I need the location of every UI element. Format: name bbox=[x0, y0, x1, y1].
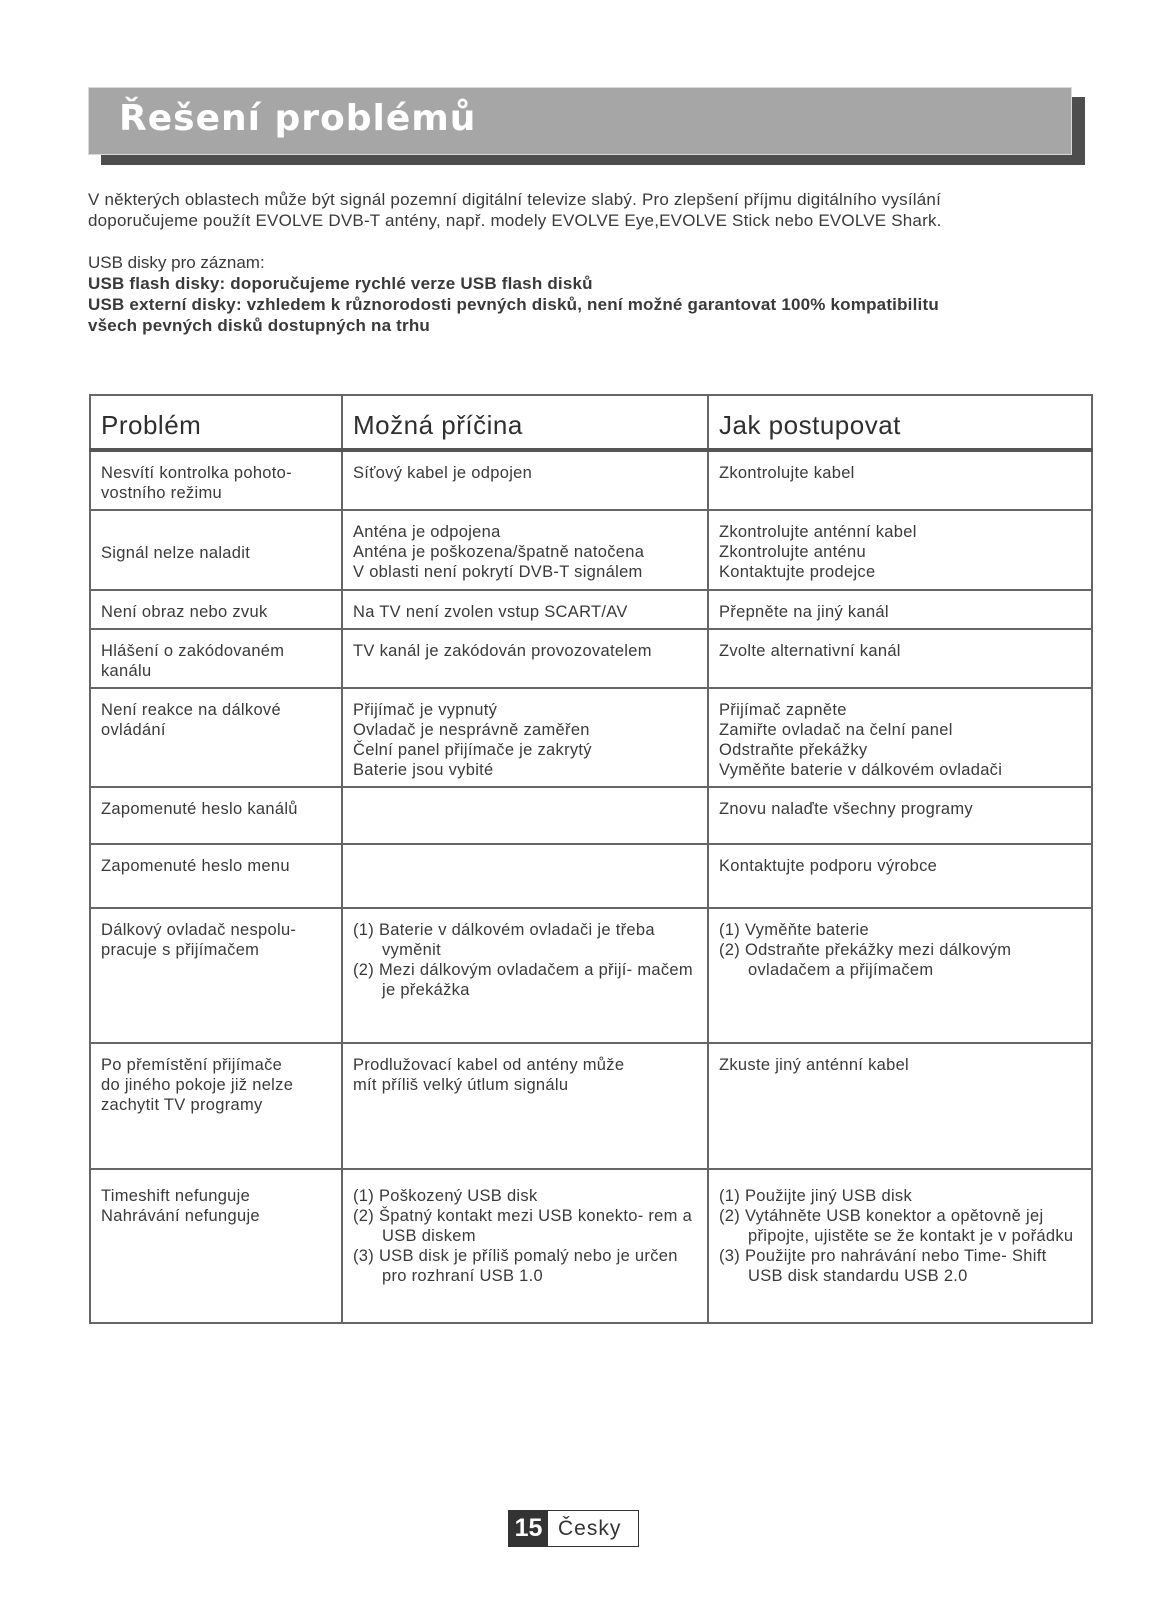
table-row bbox=[90, 590, 1092, 629]
table-row bbox=[90, 510, 1092, 590]
cause-cell bbox=[342, 629, 708, 688]
action-text: Zamiřte ovladač na čelní panel bbox=[719, 721, 953, 739]
cause-cell bbox=[342, 844, 708, 908]
cause-text: Prodlužovací kabel od antény může bbox=[353, 1056, 625, 1074]
problem-text: Hlášení o zakódovaném bbox=[101, 642, 285, 660]
cause-cell bbox=[342, 1043, 708, 1169]
action-text: Zkontrolujte kabel bbox=[719, 464, 855, 482]
cause-text: Přijímač je vypnutý bbox=[353, 701, 498, 719]
action-text: Kontaktujte prodejce bbox=[719, 563, 876, 581]
cause-text: Čelní panel přijímače je zakrytý bbox=[353, 741, 592, 759]
usb-external-note: všech pevných disků dostupných na trhu bbox=[88, 316, 431, 335]
cause-text: (1) Baterie v dálkovém ovladači je třeba vyměnit bbox=[353, 921, 655, 959]
problem-text: do jiného pokoje již nelze bbox=[101, 1076, 294, 1094]
action-cell bbox=[708, 1169, 1092, 1323]
action-text: Vyměňte baterie v dálkovém ovladači bbox=[719, 761, 1003, 779]
problem-cell bbox=[90, 908, 342, 1043]
action-cell bbox=[708, 844, 1092, 908]
cause-text: Na TV není zvolen vstup SCART/AV bbox=[353, 603, 628, 621]
problem-text: Nahrávání nefunguje bbox=[101, 1207, 260, 1225]
action-cell bbox=[708, 450, 1092, 510]
action-cell bbox=[708, 590, 1092, 629]
action-text: (3) Použijte pro nahrávání nebo Time- Shift USB disk standardu USB 2.0 bbox=[719, 1247, 1047, 1285]
table-header-row bbox=[90, 395, 1092, 450]
header-problem: Problém bbox=[90, 395, 342, 450]
cause-cell bbox=[342, 908, 708, 1043]
table-row bbox=[90, 1043, 1092, 1169]
usb-external-note: USB externí disky: vzhledem k různorodosti pevných disků, není možné garantovat 100% kompatibilitu bbox=[88, 295, 939, 314]
language-label: Česky bbox=[558, 1516, 622, 1540]
page-footer bbox=[508, 1510, 639, 1547]
action-text: Přepněte na jiný kanál bbox=[719, 603, 889, 621]
usb-flash-note: USB flash disky: doporučujeme rychlé verze USB flash disků bbox=[88, 274, 593, 293]
table-row bbox=[90, 787, 1092, 844]
cause-text: (2) Špatný kontakt mezi USB konekto- rem a USB diskem bbox=[353, 1207, 693, 1245]
problem-text: Dálkový ovladač nespolu- bbox=[101, 921, 297, 939]
intro-paragraph bbox=[88, 189, 1088, 231]
problem-text: vostního režimu bbox=[101, 484, 222, 502]
action-text: (1) Vyměňte baterie bbox=[719, 921, 869, 939]
intro-line: doporučujeme použít EVOLVE DVB-T antény, např. modely EVOLVE Eye,EVOLVE Stick nebo EVOLVE Shark. bbox=[88, 211, 942, 230]
cause-text: TV kanál je zakódován provozovatelem bbox=[353, 642, 652, 660]
table-row bbox=[90, 450, 1092, 510]
action-text: (2) Vytáhněte USB konektor a opětovně jej připojte, ujistěte se že kontakt je v pořádku bbox=[719, 1207, 1074, 1245]
problem-cell bbox=[90, 590, 342, 629]
page-number: 15 bbox=[509, 1511, 548, 1546]
problem-text: Zapomenuté heslo menu bbox=[101, 857, 290, 875]
cause-cell bbox=[342, 590, 708, 629]
action-text: Zvolte alternativní kanál bbox=[719, 642, 901, 660]
problem-cell bbox=[90, 1169, 342, 1323]
cause-cell bbox=[342, 510, 708, 590]
cause-text: (3) USB disk je příliš pomalý nebo je určen pro rozhraní USB 1.0 bbox=[353, 1247, 678, 1285]
action-cell bbox=[708, 908, 1092, 1043]
action-text: Zkontrolujte anténu bbox=[719, 543, 866, 561]
problem-cell bbox=[90, 844, 342, 908]
cause-text: Ovladač je nesprávně zaměřen bbox=[353, 721, 590, 739]
table-row bbox=[90, 1169, 1092, 1323]
table-row bbox=[90, 688, 1092, 787]
problem-cell bbox=[90, 1043, 342, 1169]
action-text: (2) Odstraňte překážky mezi dálkovým ovladačem a přijímačem bbox=[719, 941, 1012, 979]
problem-cell bbox=[90, 688, 342, 787]
cause-cell bbox=[342, 450, 708, 510]
table-row bbox=[90, 908, 1092, 1043]
cause-text: V oblasti není pokrytí DVB-T signálem bbox=[353, 563, 643, 581]
action-text: Odstraňte překážky bbox=[719, 741, 868, 759]
problem-text: Zapomenuté heslo kanálů bbox=[101, 800, 298, 818]
action-text: Kontaktujte podporu výrobce bbox=[719, 857, 938, 875]
header-action: Jak postupovat bbox=[708, 395, 1092, 450]
title-banner bbox=[88, 87, 1072, 155]
cause-cell bbox=[342, 1169, 708, 1323]
problem-cell bbox=[90, 787, 342, 844]
action-text: Přijímač zapněte bbox=[719, 701, 847, 719]
problem-cell bbox=[90, 629, 342, 688]
problem-text: zachytit TV programy bbox=[101, 1096, 263, 1114]
table-row bbox=[90, 629, 1092, 688]
troubleshooting-table bbox=[89, 394, 1093, 1324]
action-text: Zkontrolujte anténní kabel bbox=[719, 523, 917, 541]
action-text: Zkuste jiný anténní kabel bbox=[719, 1056, 910, 1074]
cause-text: Síťový kabel je odpojen bbox=[353, 464, 533, 482]
action-cell bbox=[708, 510, 1092, 590]
action-text: Znovu nalaďte všechny programy bbox=[719, 800, 973, 818]
cause-text: Baterie jsou vybité bbox=[353, 761, 494, 779]
usb-recommendations bbox=[88, 252, 1098, 336]
action-cell bbox=[708, 629, 1092, 688]
action-cell bbox=[708, 688, 1092, 787]
cause-text: mít příliš velký útlum signálu bbox=[353, 1076, 569, 1094]
table-row bbox=[90, 844, 1092, 908]
cause-text: (1) Poškozený USB disk bbox=[353, 1187, 538, 1205]
problem-text: Timeshift nefunguje bbox=[101, 1187, 251, 1205]
problem-cell bbox=[90, 450, 342, 510]
action-cell bbox=[708, 787, 1092, 844]
problem-cell bbox=[90, 510, 342, 590]
header-cause: Možná příčina bbox=[342, 395, 708, 450]
problem-text: Není reakce na dálkové bbox=[101, 701, 281, 719]
cause-cell bbox=[342, 688, 708, 787]
usb-heading: USB disky pro záznam: bbox=[88, 253, 265, 272]
cause-text: Anténa je odpojena bbox=[353, 523, 501, 541]
problem-text: Po přemístění přijímače bbox=[101, 1056, 283, 1074]
problem-text: Signál nelze naladit bbox=[101, 543, 251, 562]
cause-text: (2) Mezi dálkovým ovladačem a přijí- mačem je překážka bbox=[353, 961, 693, 999]
action-text: (1) Použijte jiný USB disk bbox=[719, 1187, 913, 1205]
page-title: Řešení problémů bbox=[119, 98, 477, 139]
problem-text: kanálu bbox=[101, 662, 152, 680]
action-cell bbox=[708, 1043, 1092, 1169]
problem-text: Nesvítí kontrolka pohoto- bbox=[101, 464, 292, 482]
cause-cell bbox=[342, 787, 708, 844]
problem-text: Není obraz nebo zvuk bbox=[101, 603, 268, 621]
cause-text: Anténa je poškozena/špatně natočena bbox=[353, 543, 645, 561]
problem-text: pracuje s přijímačem bbox=[101, 941, 260, 959]
intro-line: V některých oblastech může být signál pozemní digitální televize slabý. Pro zlepšení příjmu digitálního vysílání bbox=[88, 190, 941, 209]
problem-text: ovládání bbox=[101, 721, 166, 739]
